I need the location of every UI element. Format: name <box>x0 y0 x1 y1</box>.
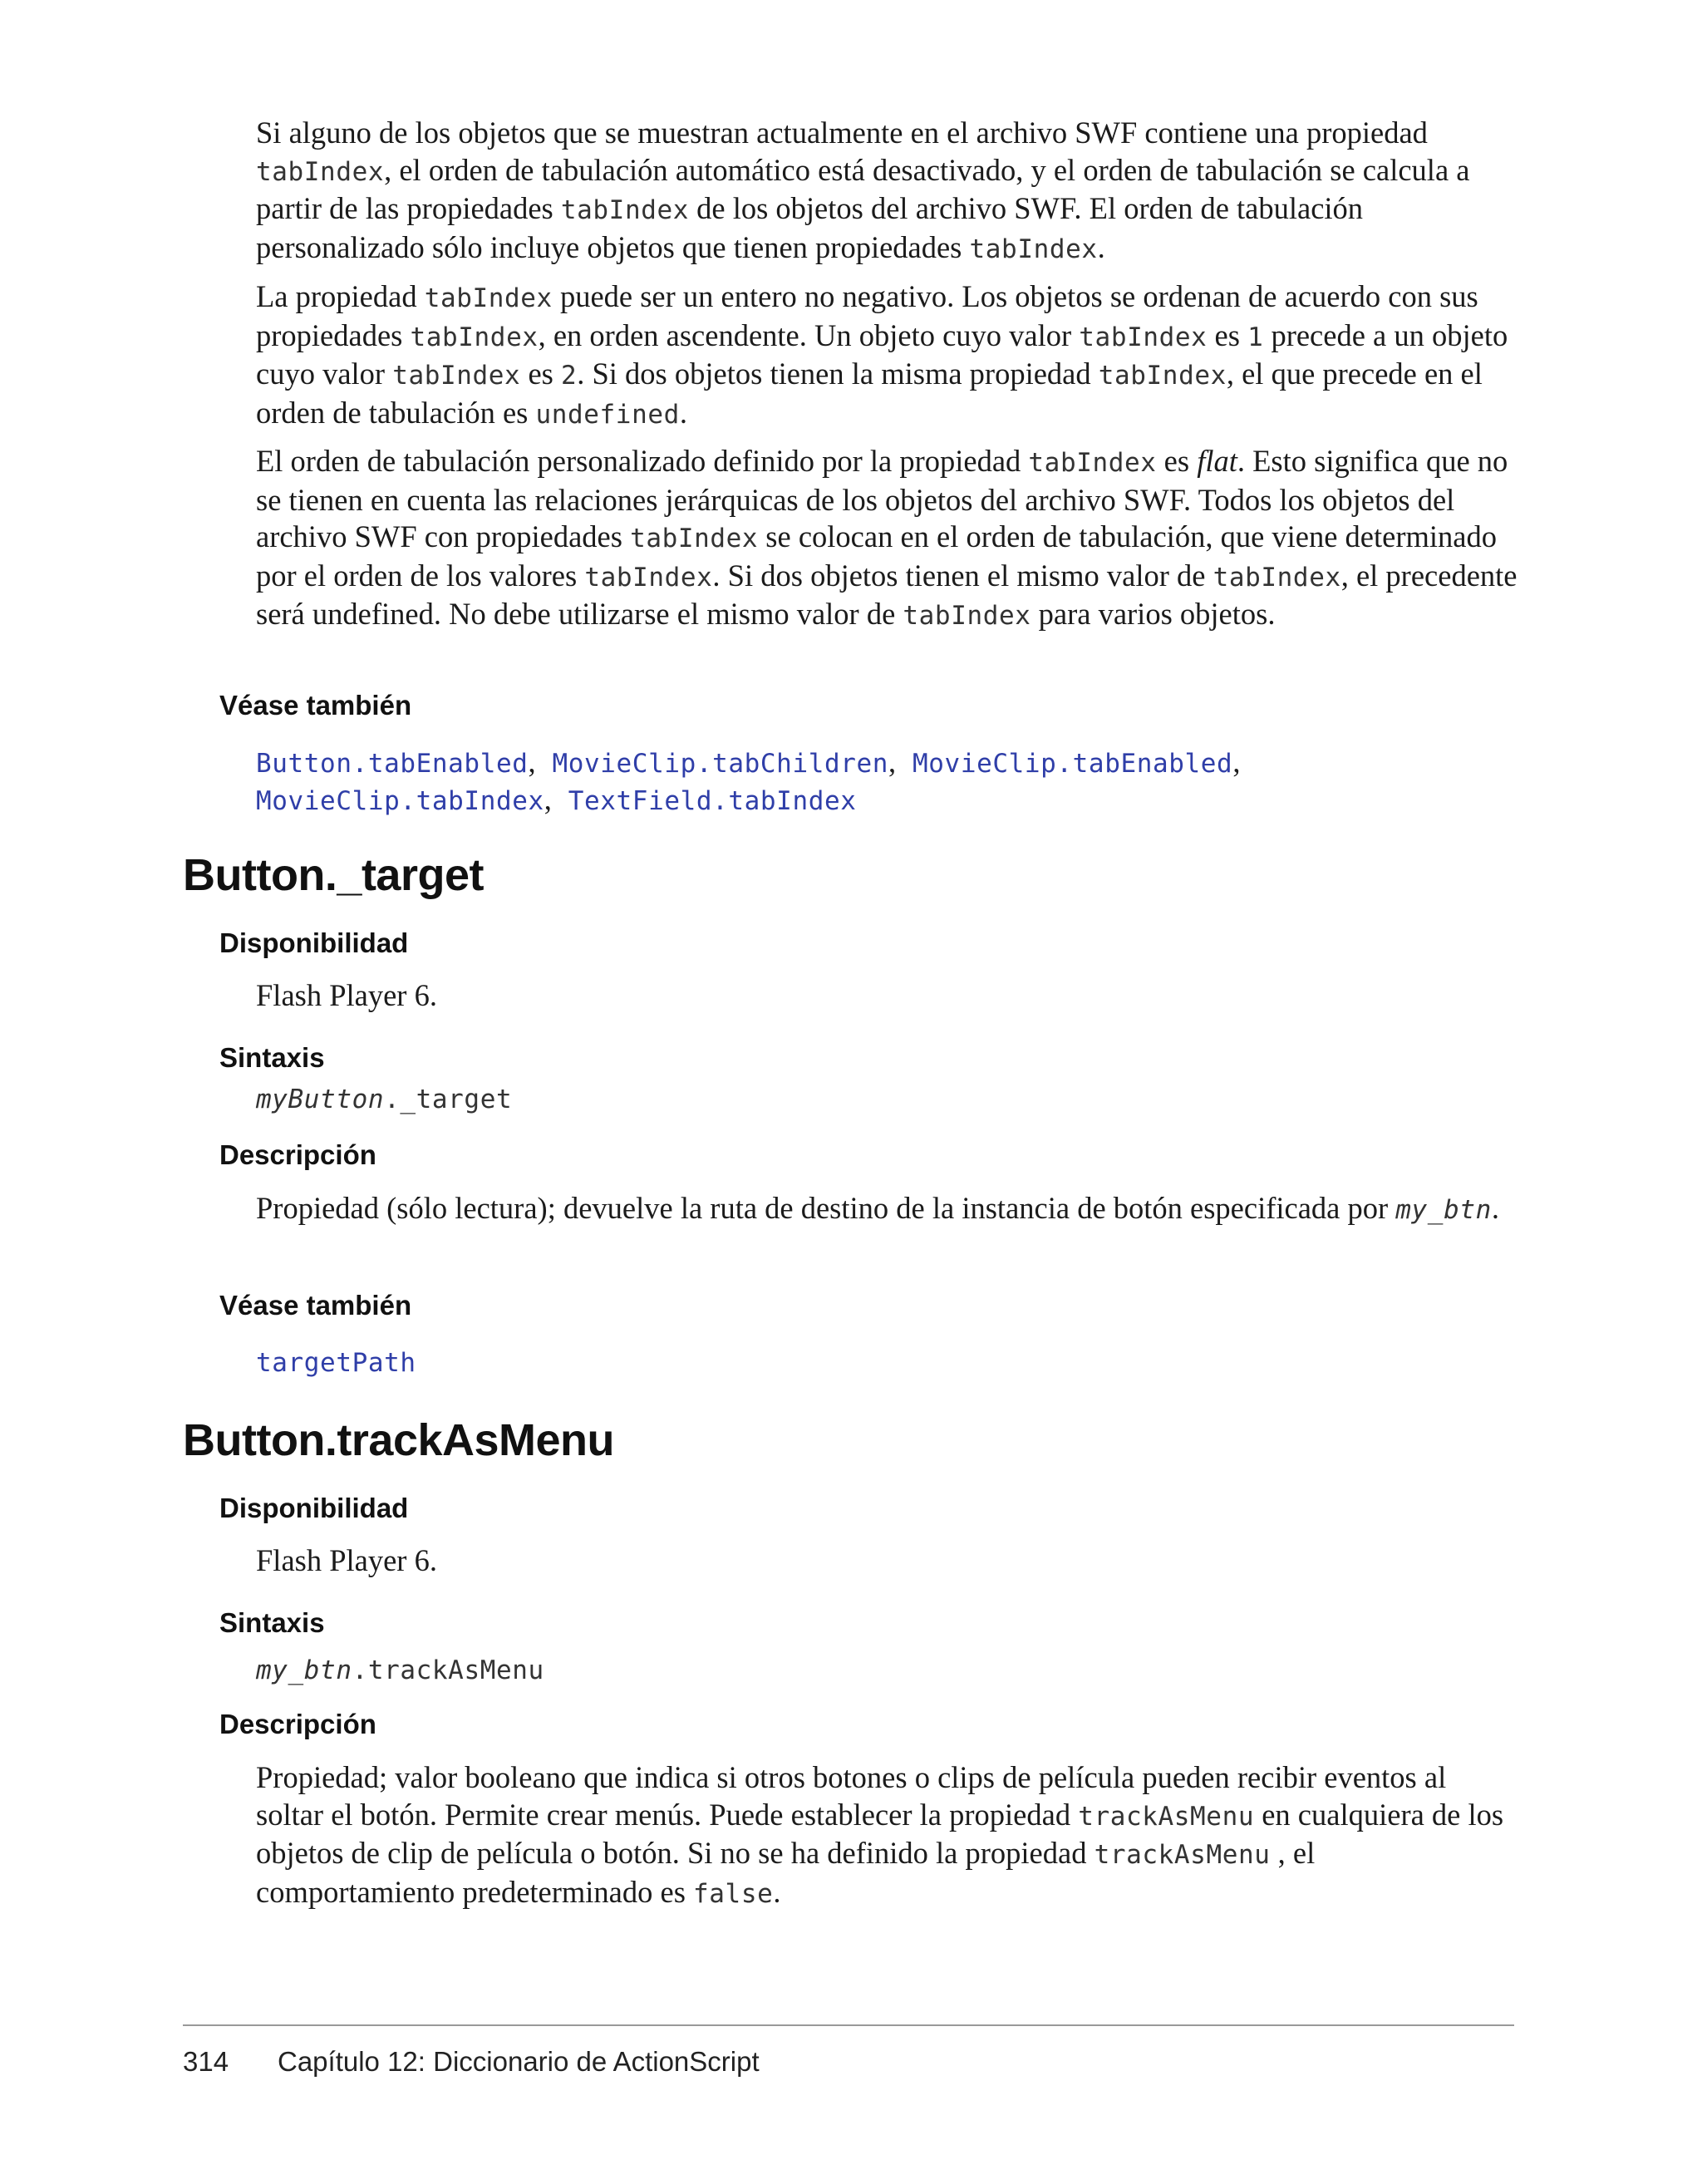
code-tabindex: tabIndex <box>1028 448 1157 478</box>
text-run: . <box>679 395 687 430</box>
text-run: . Si dos objetos tienen el mismo valor de <box>712 558 1206 593</box>
code-object: my_btn <box>256 1655 352 1685</box>
heading-button-target: Button._target <box>183 850 484 900</box>
text-run: se colocan en el orden de tabulación, que viene determinado por el orden de los valores <box>256 519 1497 593</box>
code-false: false <box>693 1878 774 1909</box>
code-tabindex: tabIndex <box>1098 361 1227 391</box>
separator: , <box>1232 745 1242 779</box>
text-run: . <box>1097 229 1105 264</box>
text-run: es <box>528 357 553 391</box>
code-tabindex: tabIndex <box>1213 562 1341 593</box>
link-movieclip-tabenabled[interactable]: MovieClip.tabEnabled <box>912 749 1233 779</box>
code-tabindex: tabIndex <box>584 562 713 593</box>
code-property: .trackAsMenu <box>352 1655 544 1685</box>
code-trackasmenu: trackAsMenu <box>1078 1801 1255 1832</box>
availability-text: Flash Player 6. <box>256 978 437 1012</box>
code-tabindex: tabIndex <box>1079 322 1208 352</box>
code-tabindex: tabIndex <box>903 601 1031 632</box>
link-button-tabenabled[interactable]: Button.tabEnabled <box>256 749 529 779</box>
code-property: ._target <box>384 1085 513 1114</box>
syntax-code <box>256 1085 512 1114</box>
text-run: . <box>773 1874 781 1909</box>
description-text <box>256 1190 1519 1229</box>
heading-button-trackasmenu: Button.trackAsMenu <box>183 1415 615 1465</box>
link-movieclip-tabchildren[interactable]: MovieClip.tabChildren <box>552 749 889 779</box>
description-label: Descripción <box>219 1139 376 1170</box>
code-tabindex: tabIndex <box>424 283 553 313</box>
text-run: en cualquiera de los objetos de clip de película o botón. Si no se ha definido la propiedad <box>256 1797 1504 1871</box>
separator: , <box>528 745 537 779</box>
text-run: El orden de tabulación personalizado definido por la propiedad <box>256 444 1021 478</box>
syntax-label: Sintaxis <box>219 1607 325 1638</box>
text-run: , el que precede en el orden de tabulación es <box>256 357 1483 430</box>
see-also-links <box>256 1348 416 1378</box>
paragraph-tabindex-intro <box>256 115 1519 268</box>
code-tabindex: tabIndex <box>392 361 521 391</box>
text-run: . <box>1491 1191 1499 1225</box>
text-run: , el orden de tabulación automático está desactivado, y el orden de tabulación se calcula a partir de las propiedades <box>256 152 1470 226</box>
text-run: es <box>1214 317 1240 352</box>
text-run: Propiedad (sólo lectura); devuelve la ruta de destino de la instancia de botón especificada por <box>256 1191 1389 1225</box>
availability-label: Disponibilidad <box>219 927 409 958</box>
page-number: 314 <box>183 2046 229 2077</box>
text-run: precede a un objeto cuyo valor <box>256 317 1508 391</box>
syntax-code <box>256 1655 544 1685</box>
text-run: puede ser un entero no negativo. Los objetos se ordenan de acuerdo con sus propiedades <box>256 279 1478 352</box>
separator: , <box>888 745 897 779</box>
text-run: . Esto significa que no se tienen en cuenta las relaciones jerárquicas de los objetos del archivo SWF. Todos los objetos del archivo SWF con propiedades <box>256 444 1508 554</box>
description-text <box>256 1759 1519 1912</box>
syntax-label: Sintaxis <box>219 1042 325 1073</box>
paragraph-tabindex-flat <box>256 443 1519 635</box>
availability-text: Flash Player 6. <box>256 1543 437 1577</box>
see-also-links-line-2 <box>256 781 857 819</box>
text-run: , el precedente será undefined. No debe utilizarse el mismo valor de <box>256 558 1518 632</box>
text-run: Si alguno de los objetos que se muestran actualmente en el archivo SWF contiene una propiedad <box>256 116 1428 150</box>
code-object: myButton <box>256 1085 385 1114</box>
link-textfield-tabindex[interactable]: TextField.tabIndex <box>568 786 857 816</box>
text-run: . Si dos objetos tienen la misma propiedad <box>577 357 1091 391</box>
text-run: , en orden ascendente. Un objeto cuyo valor <box>538 317 1072 352</box>
code-value: 1 <box>1247 322 1264 352</box>
chapter-title: Capítulo 12: Diccionario de ActionScript <box>278 2046 760 2077</box>
paragraph-tabindex-values <box>256 278 1519 433</box>
code-my-btn: my_btn <box>1395 1195 1492 1225</box>
code-tabindex: tabIndex <box>410 322 539 352</box>
emphasis-flat: flat <box>1197 444 1237 478</box>
text-run: de los objetos del archivo SWF. El orden de tabulación personalizado sólo incluye objetos que tienen propiedades <box>256 191 1364 264</box>
text-run: La propiedad <box>256 279 417 313</box>
code-trackasmenu: trackAsMenu <box>1094 1840 1271 1871</box>
see-also-label: Véase también <box>219 690 412 721</box>
text-run: para varios objetos. <box>1038 597 1276 632</box>
description-label: Descripción <box>219 1709 376 1739</box>
code-tabindex: tabIndex <box>630 524 759 554</box>
text-run: , el comportamiento predeterminado es <box>256 1836 1316 1909</box>
code-tabindex: tabIndex <box>560 195 689 226</box>
code-undefined: undefined <box>535 399 680 430</box>
text-run: es <box>1163 444 1190 478</box>
footer-divider <box>183 2024 1514 2026</box>
code-tabindex: tabIndex <box>256 156 385 187</box>
link-targetpath[interactable]: targetPath <box>256 1348 416 1378</box>
separator: , <box>544 782 553 816</box>
see-also-links-line-1 <box>256 744 1241 781</box>
code-tabindex: tabIndex <box>969 234 1098 264</box>
availability-label: Disponibilidad <box>219 1493 409 1523</box>
link-movieclip-tabindex[interactable]: MovieClip.tabIndex <box>256 786 544 816</box>
text-run: Propiedad; valor booleano que indica si otros botones o clips de película pueden recibir eventos al soltar el botón. Permite crear menús. Puede establecer la propiedad <box>256 1760 1447 1832</box>
see-also-label: Véase también <box>219 1290 412 1321</box>
code-value: 2 <box>560 361 578 391</box>
